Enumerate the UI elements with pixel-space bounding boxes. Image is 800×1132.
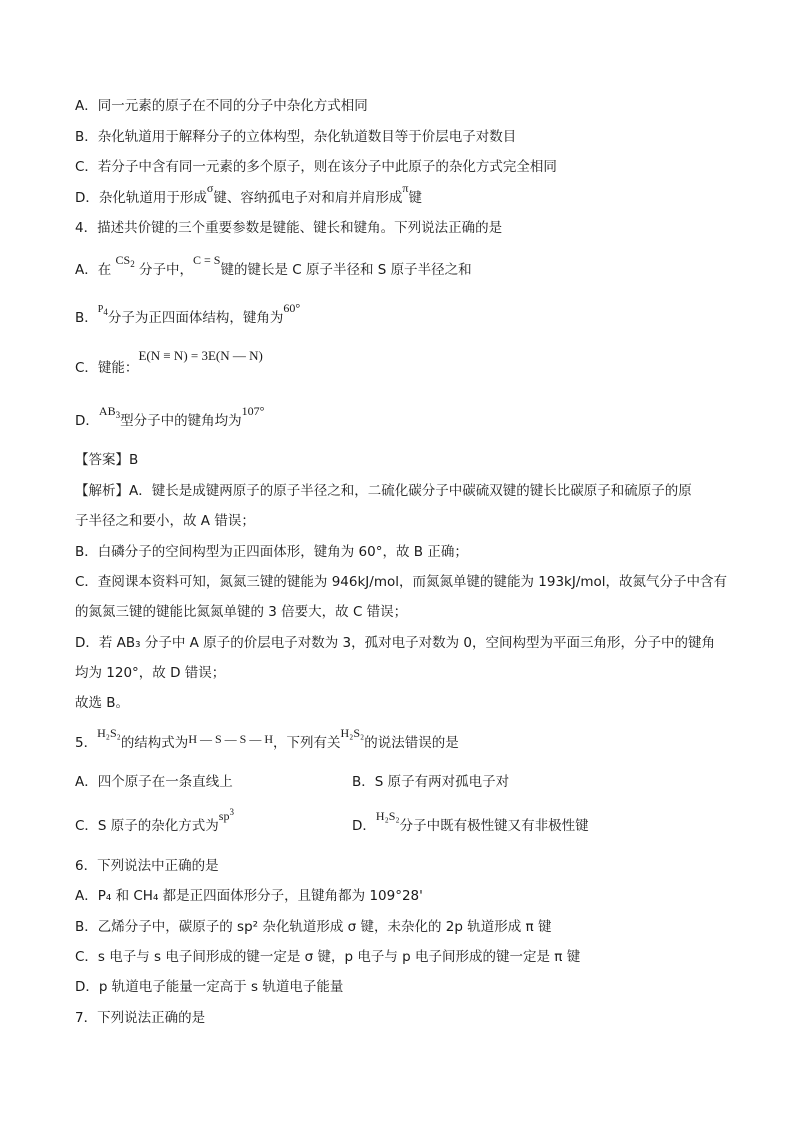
- h2s2-formula: H₂S₂: [97, 726, 121, 740]
- q4-stem: 4．描述共价键的三个重要参数是键能、键长和键角。下列说法正确的是: [75, 220, 503, 236]
- cs-double-bond: C = S: [193, 253, 221, 267]
- q4-option-c: [75, 348, 263, 378]
- q5-c-text: C．S 原子的杂化方式为: [75, 818, 219, 834]
- q5-text-1: 的结构式为: [120, 735, 189, 751]
- answer: 【答案】B: [75, 452, 139, 468]
- h2s2-structure: H — S — S — H: [188, 732, 273, 746]
- ab3-subscript: 3: [115, 410, 121, 420]
- q4-d-label: D．: [75, 413, 99, 429]
- p4-symbol: P: [97, 304, 104, 315]
- q4-b-label: B．: [75, 310, 98, 326]
- h2s2-formula-3: H₂S₂: [375, 809, 400, 823]
- q5-d-label: D．: [352, 818, 376, 834]
- q4-a-text-1: A．在: [75, 262, 112, 278]
- q4-option-b: [75, 301, 301, 330]
- bond-energy-formula: E(N ≡ N) = 3E(N — N): [138, 348, 263, 363]
- q5-text-2: ，下列有关: [273, 735, 341, 751]
- q5-option-c: [75, 807, 234, 837]
- q5-option-d: [352, 809, 589, 836]
- analysis-line-8: 故选 B。: [75, 695, 130, 711]
- q6-option-a: A．P₄ 和 CH₄ 都是正四面体形分子，且键角都为 109°28': [75, 888, 423, 904]
- q7-stem: 7．下列说法正确的是: [75, 1010, 206, 1026]
- p4-formula: [98, 304, 108, 315]
- q4-option-d: [75, 404, 265, 432]
- q3-option-b: B．杂化轨道用于解释分子的立体构型，杂化轨道数目等于价层电子对数目: [75, 129, 517, 145]
- q5-stem: [75, 726, 459, 753]
- q3-option-c: C．若分子中含有同一元素的多个原子，则在该分子中此原子的杂化方式完全相同: [75, 159, 557, 175]
- sp-symbol: sp: [218, 809, 230, 823]
- q6-option-d: D．p 轨道电子能量一定高于 s 轨道电子能量: [75, 979, 344, 995]
- q6-option-b: B．乙烯分子中，碳原子的 sp² 杂化轨道形成 σ 键，未杂化的 2p 轨道形成 π 键: [75, 919, 552, 935]
- sp-superscript: 3: [229, 807, 234, 817]
- q5-d-text: 分子中既有极性键又有非极性键: [399, 818, 589, 834]
- cs2-formula: [116, 253, 135, 267]
- q5-text-3: 的说法错误的是: [364, 735, 459, 751]
- q4-c-label: C．键能：: [75, 360, 139, 376]
- q3-d-text-1: D．杂化轨道用于形成: [75, 190, 207, 206]
- analysis-line-4: C．查阅课本资料可知，氮氮三键的键能为 946kJ/mol，而氮氮单键的键能为 193kJ/mol，故氮气分子中含有: [75, 574, 728, 590]
- q5-option-b: B．S 原子有两对孤电子对: [352, 774, 510, 790]
- q6-stem: 6．下列说法中正确的是: [75, 858, 219, 874]
- analysis-line-3: B．白磷分子的空间构型为正四面体形，键角为 60°，故 B 正确；: [75, 544, 468, 560]
- q3-d-text-2: 键、容纳孤电子对和肩并肩形成: [213, 190, 403, 206]
- q4-option-a: [75, 253, 472, 281]
- q4-b-text: 分子为正四面体结构，键角为: [107, 310, 284, 326]
- q5-number: 5．: [75, 735, 98, 751]
- angle-60: 60°: [283, 301, 301, 315]
- sp3-formula: [219, 809, 234, 823]
- q6-option-c: C．s 电子与 s 电子间形成的键一定是 σ 键，p 电子与 p 电子间形成的键一定是 π 键: [75, 949, 581, 965]
- q5-option-a: A．四个原子在一条直线上: [75, 774, 233, 790]
- q4-a-text-2: 分子中，: [139, 262, 194, 278]
- ab3-formula: [99, 404, 120, 418]
- h2s2-formula-2: H₂S₂: [340, 726, 365, 740]
- q4-d-text: 型分子中的键角均为: [120, 413, 242, 429]
- p4-subscript: 4: [103, 307, 108, 317]
- analysis-line-2: 子半径之和要小，故 A 错误；: [75, 513, 255, 529]
- analysis-line-7: 均为 120°，故 D 错误；: [75, 665, 226, 681]
- q3-d-text-3: 键: [408, 190, 422, 206]
- ab3-symbol: AB: [98, 404, 116, 418]
- cs2-symbol: CS: [115, 253, 131, 267]
- analysis-line-1: 【解析】A．键长是成键两原子的原子半径之和，二硫化碳分子中碳硫双键的键长比碳原子和硫原子的原: [75, 483, 692, 499]
- sigma-symbol: σ: [206, 181, 214, 195]
- pi-symbol: π: [402, 181, 409, 195]
- q3-option-a: A．同一元素的原子在不同的分子中杂化方式相同: [75, 98, 368, 114]
- analysis-line-6: D．若 AB₃ 分子中 A 原子的价层电子对数为 3，孤对电子对数为 0，空间构型为平面三角形，分子中的键角: [75, 635, 715, 651]
- angle-107: 107°: [241, 404, 265, 418]
- analysis-line-5: 的氮氮三键的键能比氮氮单键的 3 倍要大，故 C 错误；: [75, 604, 408, 620]
- q4-a-text-3: 键的键长是 C 原子半径和 S 原子半径之和: [220, 262, 472, 278]
- q3-option-d: [75, 181, 422, 208]
- cs2-subscript: 2: [130, 259, 135, 269]
